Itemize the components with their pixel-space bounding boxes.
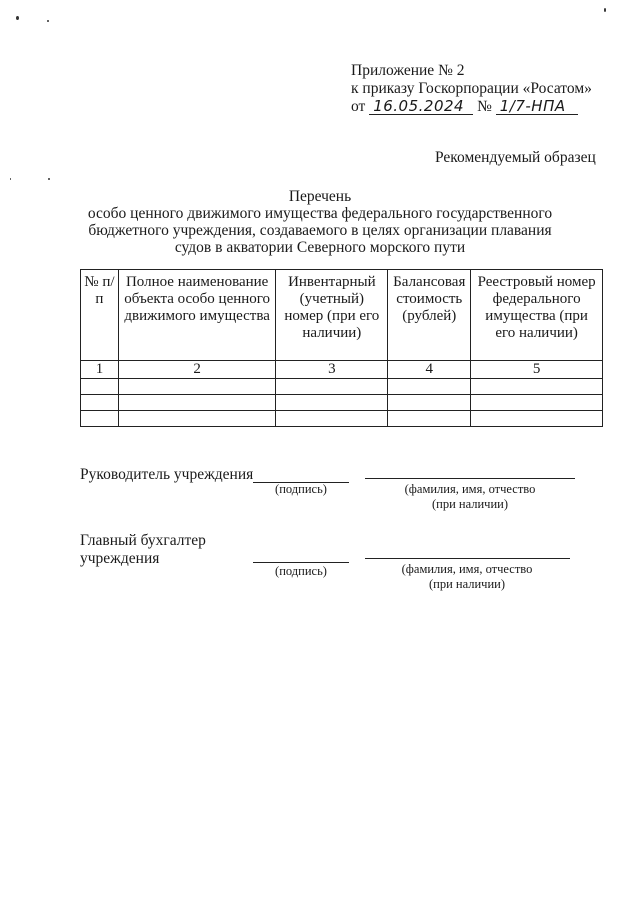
order-number: 1/7-НПА xyxy=(496,99,578,115)
sample-label: Рекомендуемый образец xyxy=(435,149,596,166)
scan-speck xyxy=(48,178,50,180)
head-signature-caption: (подпись) xyxy=(275,482,327,496)
document-title xyxy=(80,188,560,256)
title-line: Перечень xyxy=(288,188,352,205)
header-number: № п/п xyxy=(81,270,119,361)
accountant-label xyxy=(80,532,206,568)
table-row xyxy=(81,411,603,427)
accountant-label-line: Главный бухгалтер xyxy=(80,532,206,549)
name-caption-line: (при наличии) xyxy=(428,577,506,591)
accountant-signature-line xyxy=(253,562,349,563)
header-balance: Балансовая стоимость (рублей) xyxy=(388,270,471,361)
scan-speck xyxy=(10,178,11,180)
appendix-date-line xyxy=(351,98,592,116)
column-number: 3 xyxy=(276,361,388,379)
head-name-line xyxy=(365,478,575,479)
name-caption-line: (фамилия, имя, отчество xyxy=(404,482,536,496)
column-number: 2 xyxy=(118,361,276,379)
head-label: Руководитель учреждения xyxy=(80,466,254,483)
title-line: бюджетного учреждения, создаваемого в целях организации плавания xyxy=(88,222,552,239)
header-name: Полное наименование объекта особо ценного движимого имущества xyxy=(118,270,276,361)
table-row xyxy=(81,379,603,395)
table-numbering-row xyxy=(81,361,603,379)
appendix-order: к приказу Госкорпорации «Росатом» xyxy=(351,80,592,97)
scan-speck xyxy=(47,20,49,22)
header-inventory: Инвентарный (учетный) номер (при его наличии) xyxy=(276,270,388,361)
title-line: судов в акватории Северного морского пути xyxy=(174,239,466,256)
appendix-header xyxy=(351,62,592,116)
scan-speck xyxy=(604,8,606,12)
name-caption-line: (при наличии) xyxy=(431,497,509,511)
name-caption-line: (фамилия, имя, отчество xyxy=(401,562,533,576)
title-line: особо ценного движимого имущества федерального государственного xyxy=(87,205,553,222)
order-date: 16.05.2024 xyxy=(369,99,473,115)
accountant-label-line: учреждения xyxy=(80,550,160,567)
column-number: 5 xyxy=(471,361,603,379)
table-header-row xyxy=(81,270,603,361)
accountant-name-line xyxy=(365,558,570,559)
column-number: 1 xyxy=(81,361,119,379)
property-table xyxy=(80,269,603,427)
accountant-name-caption xyxy=(372,562,562,592)
accountant-signature-caption: (подпись) xyxy=(275,564,327,578)
column-number: 4 xyxy=(388,361,471,379)
scan-speck xyxy=(16,16,19,20)
from-prefix: от xyxy=(351,98,366,115)
appendix-number: Приложение № 2 xyxy=(351,62,465,79)
table-row xyxy=(81,395,603,411)
head-name-caption xyxy=(375,482,565,512)
header-registry: Реестровый номер федерального имущества (при его наличии) xyxy=(471,270,603,361)
number-prefix: № xyxy=(477,98,492,115)
